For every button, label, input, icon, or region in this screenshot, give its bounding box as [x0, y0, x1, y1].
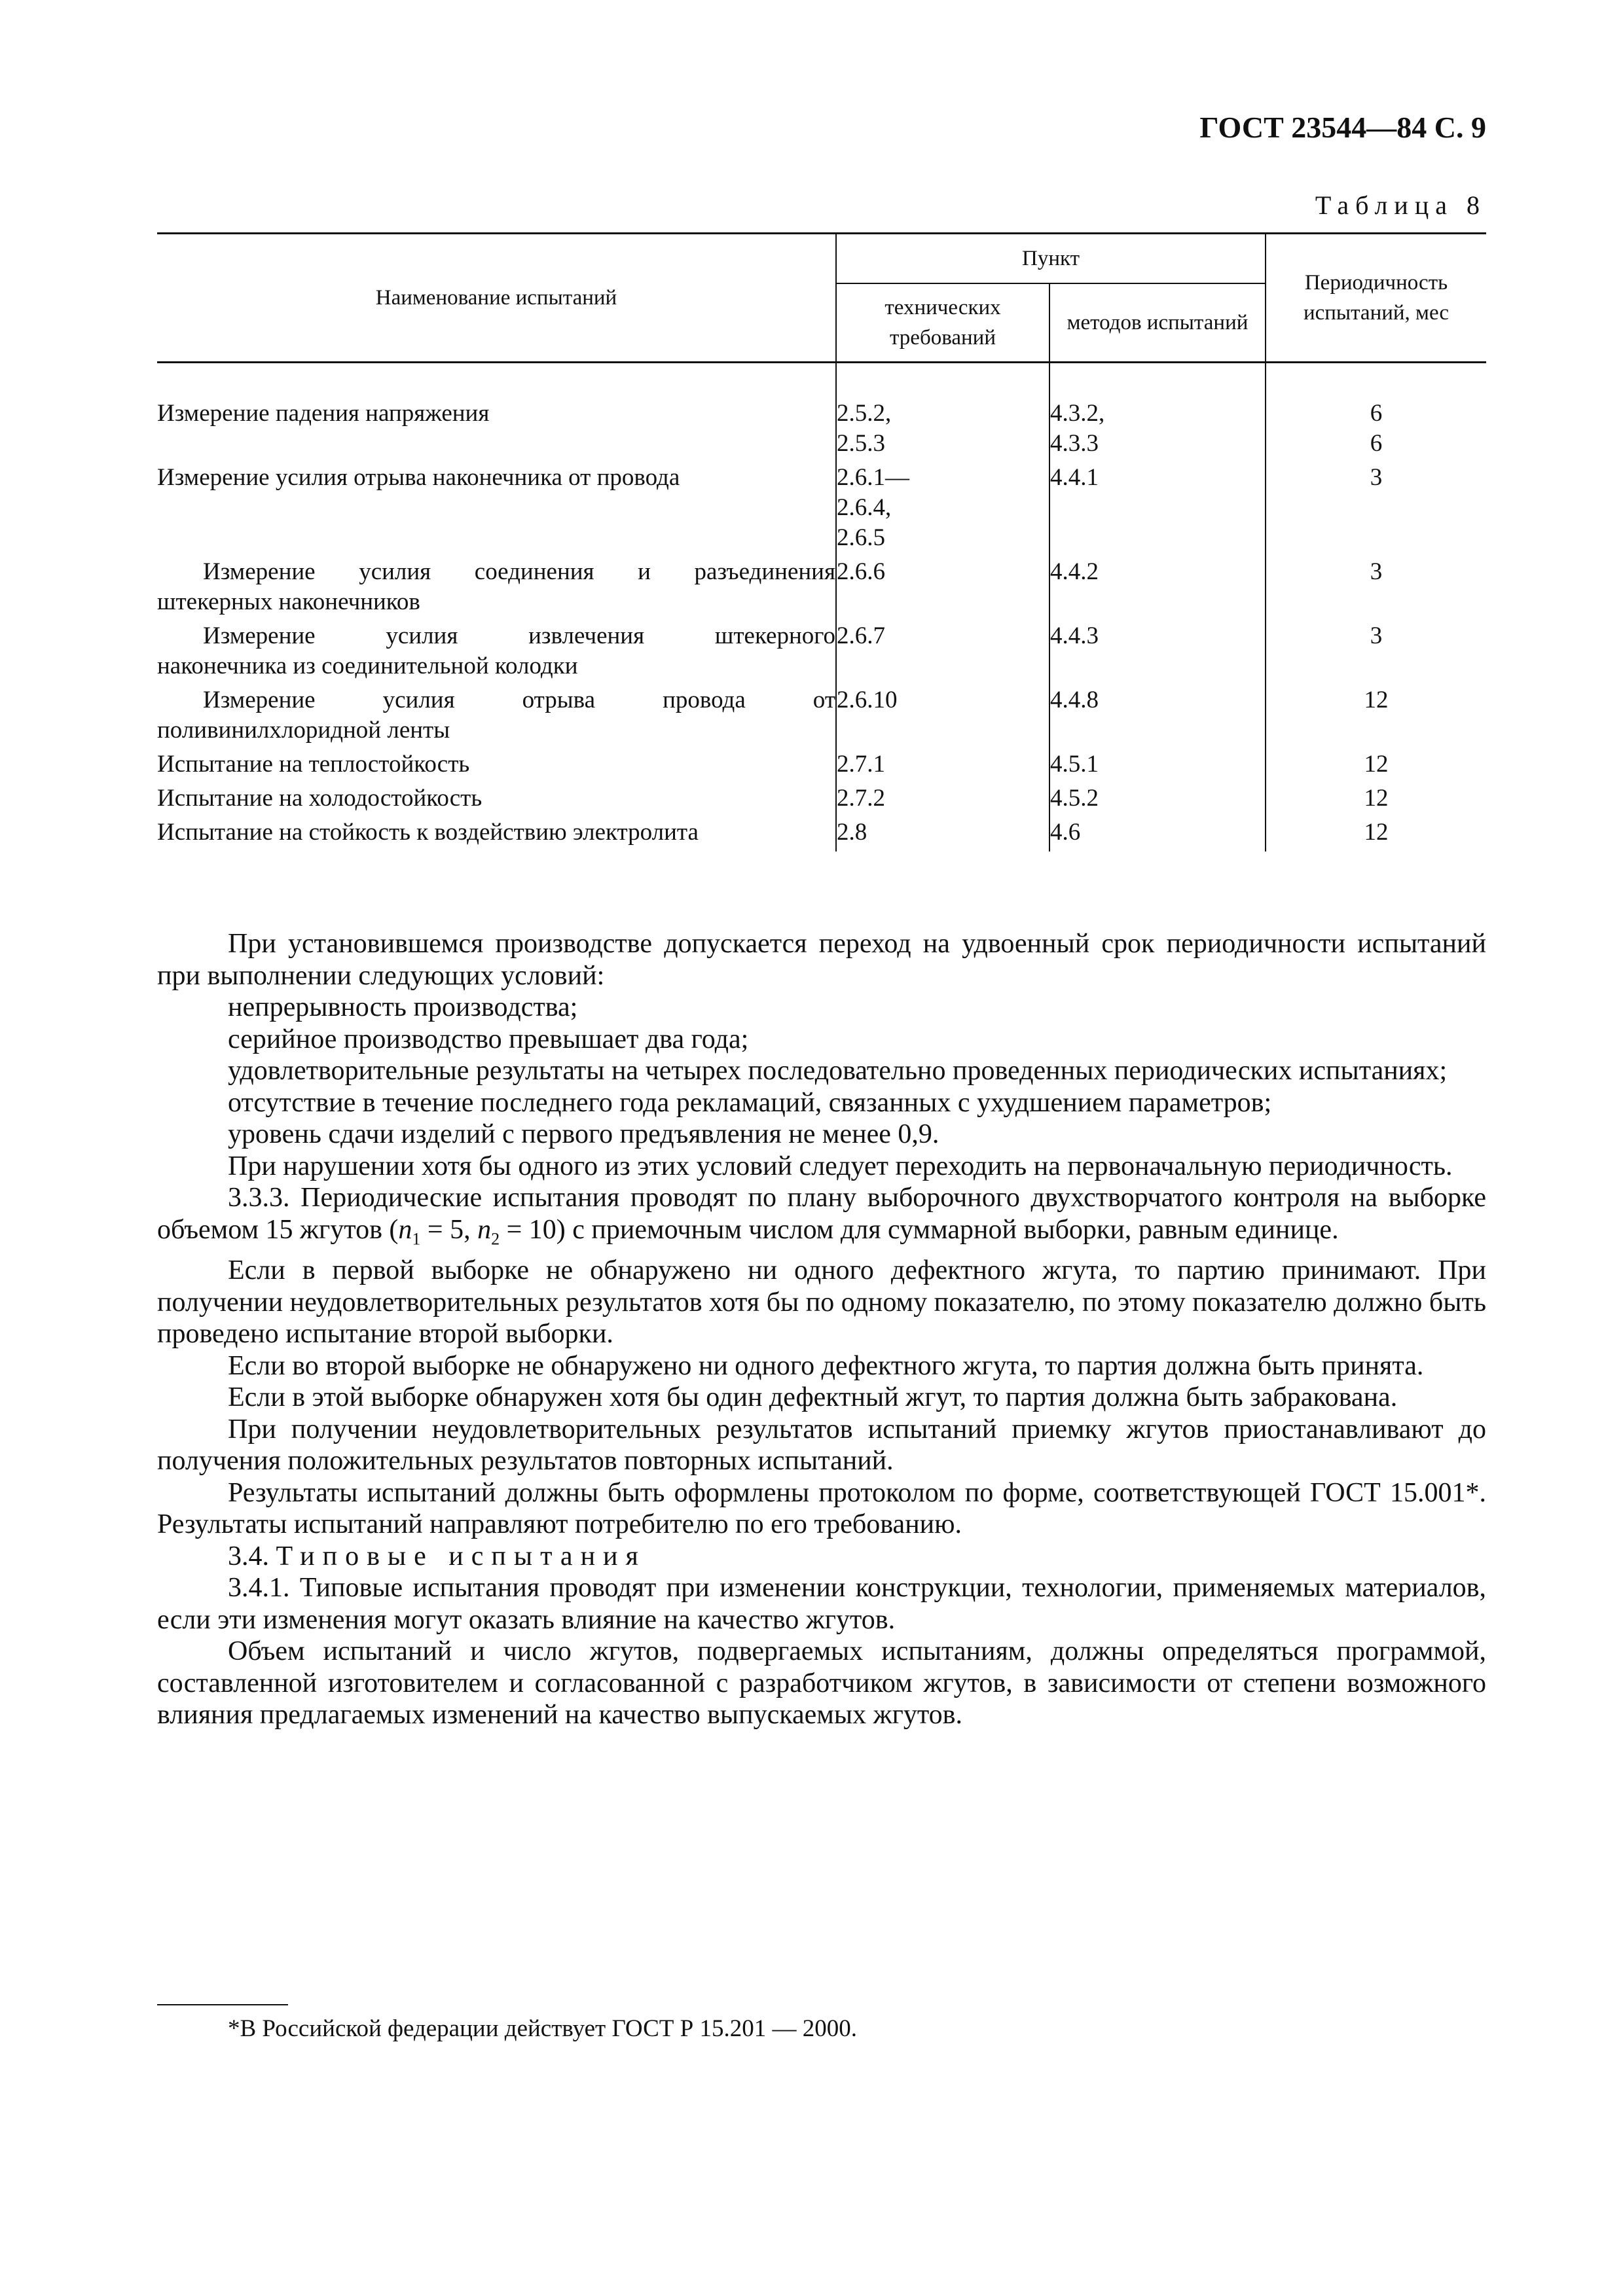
section-number: 3.4. — [228, 1541, 269, 1571]
subscript: 2 — [491, 1229, 500, 1248]
method-cell: 4.4.8 — [1049, 685, 1266, 749]
test-name-line: Измерение усилия отрыва провода от — [203, 687, 835, 713]
list-item: серийное производство превышает два года; — [228, 1024, 749, 1054]
test-name-cell: Измерение падения напряжения — [157, 399, 836, 463]
list-item: уровень сдачи изделий с первого предъявления не менее 0,9. — [228, 1119, 939, 1149]
test-name-cell — [157, 557, 836, 621]
tech-cell: 2.8 — [836, 817, 1049, 852]
period-cell: 3 — [1370, 464, 1383, 491]
subscript: 1 — [412, 1229, 421, 1248]
paragraph: 3.4.1. Типовые испытания проводят при изменении конструкции, технологии, применяемых материалов, если эти изменения могут оказать влияние на качество жгутов. — [157, 1573, 1486, 1635]
period-cell: 3 — [1370, 558, 1383, 585]
period-cell: 12 — [1364, 751, 1389, 778]
method-cell: 4.4.3 — [1049, 621, 1266, 685]
tech-cell: 2.6.7 — [836, 621, 1049, 685]
paragraph: При нарушении хотя бы одного из этих условий следует переходить на первоначальную периодичность. — [228, 1151, 1453, 1181]
method-cell: 4.4.2 — [1049, 557, 1266, 621]
header-periodicity: Периодичность испытаний, мес — [1266, 234, 1486, 363]
period-cell: 3 — [1370, 622, 1383, 649]
header-test-name: Наименование испытаний — [157, 234, 836, 363]
body-text — [157, 928, 1486, 1731]
method-cell: 4.6 — [1049, 817, 1266, 852]
table-row — [157, 685, 1486, 749]
header-tech-requirements: технических требований — [836, 283, 1049, 363]
test-name-line: поливинилхлоридной ленты — [157, 717, 450, 744]
list-item: непрерывность производства; — [228, 992, 578, 1022]
paragraph-3-3-3 — [157, 1182, 1486, 1255]
tech-cell: 2.6.6 — [836, 557, 1049, 621]
period-cell: 12 — [1364, 687, 1389, 713]
period-cell: 12 — [1364, 785, 1389, 812]
paragraph: Результаты испытаний должны быть оформлены протоколом по форме, соответствующей ГОСТ 15.001*. Результаты испытаний направляют потребителю по его требованию. — [157, 1477, 1486, 1540]
test-name-line: Измерение усилия соединения и разъединения — [203, 558, 835, 585]
footnote: *В Российской федерации действует ГОСТ Р 15.201 — 2000. — [228, 2015, 857, 2042]
section-title: Типовые испытания — [276, 1541, 646, 1571]
n-symbol: n — [477, 1214, 492, 1245]
paragraph-part: = 10) с приемочным числом для суммарной выборки, равным единице. — [500, 1214, 1339, 1245]
table-row — [157, 557, 1486, 621]
test-name-cell: Испытание на холодостойкость — [157, 783, 836, 817]
paragraph: При получении неудовлетворительных результатов испытаний приемку жгутов приостанавливают до получения положительных результатов повторных испытаний. — [157, 1414, 1486, 1477]
method-cell: 4.3.2, 4.3.3 — [1049, 399, 1266, 463]
table-row — [157, 463, 1486, 557]
footnote-divider — [157, 2004, 288, 2005]
method-cell: 4.4.1 — [1049, 463, 1266, 557]
test-name-cell: Испытание на стойкость к воздействию электролита — [157, 817, 836, 852]
tests-table — [157, 232, 1486, 852]
table-row — [157, 621, 1486, 685]
test-name-cell: Испытание на теплостойкость — [157, 749, 836, 783]
method-cell: 4.5.1 — [1049, 749, 1266, 783]
list-item: отсутствие в течение последнего года рекламаций, связанных с ухудшением параметров; — [228, 1087, 1272, 1118]
paragraph-part: = 5, — [420, 1214, 478, 1245]
paragraph: Объем испытаний и число жгутов, подвергаемых испытаниям, должны определяться программой, составленной изготовителем и согласованной с разработчиком жгутов, в зависимости от степени возможного влияния предлагаемых изменений на качество выпускаемых жгутов. — [157, 1636, 1486, 1731]
list-item: удовлетворительные результаты на четырех последовательно проведенных периодических испытаниях; — [228, 1056, 1448, 1086]
test-name-cell: Измерение усилия отрыва наконечника от провода — [157, 463, 836, 557]
test-name-cell — [157, 685, 836, 749]
paragraph: Если в первой выборке не обнаружено ни одного дефектного жгута, то партию принимают. При получении неудовлетворительных результатов хотя бы по одному показателю, по этому показателю должно быть проведено испытание второй выборки. — [157, 1255, 1486, 1350]
tech-cell: 2.5.2, 2.5.3 — [836, 399, 1049, 463]
tech-cell: 2.6.10 — [836, 685, 1049, 749]
paragraph: Если во второй выборке не обнаружено ни одного дефектного жгута, то партия должна быть принята. — [228, 1350, 1424, 1381]
header-test-methods: методов испытаний — [1049, 283, 1266, 363]
page-header: ГОСТ 23544—84 С. 9 — [1199, 111, 1486, 144]
n-symbol: n — [398, 1214, 412, 1245]
period-cell: 6 6 — [1370, 400, 1383, 457]
paragraph-part: 3.3.3. Периодические испытания проводят по плану выборочного двухстворчатого контроля на выборке объемом 15 жгутов ( — [157, 1183, 1486, 1245]
tech-cell: 2.7.1 — [836, 749, 1049, 783]
method-cell: 4.5.2 — [1049, 783, 1266, 817]
test-name-line: штекерных наконечников — [157, 588, 420, 615]
header-punkt: Пункт — [836, 234, 1266, 284]
test-name-cell — [157, 621, 836, 685]
table-row — [157, 783, 1486, 817]
table-row — [157, 817, 1486, 852]
table-row — [157, 749, 1486, 783]
table-row — [157, 399, 1486, 463]
paragraph: Если в этой выборке обнаружен хотя бы один дефектный жгут, то партия должна быть забракована. — [228, 1382, 1398, 1413]
paragraph: При установившемся производстве допускается переход на удвоенный срок периодичности испытаний при выполнении следующих условий: — [157, 929, 1486, 991]
test-name-line: Измерение усилия извлечения штекерного — [203, 622, 835, 649]
section-heading-3-4 — [157, 1541, 1486, 1573]
test-name-line: наконечника из соединительной колодки — [157, 653, 578, 679]
tech-cell: 2.7.2 — [836, 783, 1049, 817]
period-cell: 12 — [1364, 819, 1389, 846]
tech-cell: 2.6.1— 2.6.4, 2.6.5 — [836, 463, 1049, 557]
table-caption: Таблица 8 — [1315, 190, 1486, 220]
